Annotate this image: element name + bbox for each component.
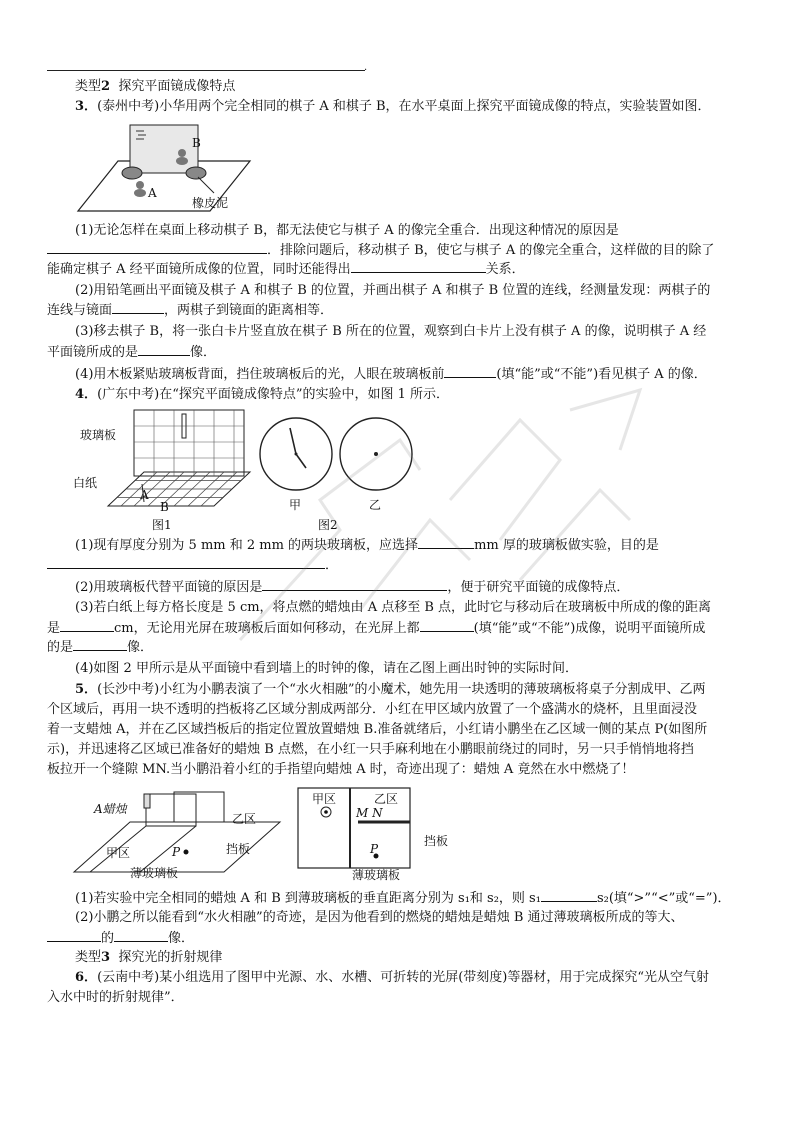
q3-stem: 3．(泰州中考)小华用两个完全相同的棋子 A 和棋子 B，在水平桌面上探究平面镜成像的特点，实验装置如图． bbox=[75, 99, 711, 114]
q5-fig-label-candle: A蜡烛 bbox=[94, 802, 127, 816]
text: mm 厚的玻璃板做实验，目的是 bbox=[474, 538, 659, 553]
section-2-heading bbox=[75, 78, 775, 96]
q3-fig-label-clay: 橡皮泥 bbox=[192, 196, 229, 210]
q3-part3-line1 bbox=[75, 323, 775, 341]
q3-part1-line3 bbox=[47, 260, 747, 279]
text: (4)如图 2 甲所示是从平面镜中看到墙上的时钟的像，请在乙图上画出时钟的实际时间． bbox=[75, 661, 578, 676]
text: 是 bbox=[47, 621, 61, 636]
q4-part3-line3 bbox=[47, 638, 747, 657]
q3-part2-line2 bbox=[47, 301, 747, 320]
answer-blank[interactable] bbox=[420, 619, 474, 632]
q3-part4 bbox=[75, 365, 775, 384]
q5-part2-line2 bbox=[47, 929, 747, 948]
top-rule bbox=[47, 70, 365, 71]
text: cm，无论用光屏在玻璃板后面如何移动，在光屏上都 bbox=[114, 621, 420, 636]
text: s₂(填“>”“<”或“=”)． bbox=[596, 891, 731, 906]
text: ． bbox=[325, 558, 339, 573]
q5-fig-label-jia: 甲区 bbox=[106, 846, 131, 860]
section-label: 类型 bbox=[75, 950, 102, 965]
text: (1)若实验中完全相同的蜡烛 A 和 B 到薄玻璃板的垂直距离分别为 s₁和 s₂，则 s₁ bbox=[75, 891, 541, 906]
q5-line3 bbox=[47, 721, 747, 739]
text: 的 bbox=[101, 931, 115, 946]
text: (填“能”或“不能”)成像，说明平面镜所成 bbox=[473, 621, 706, 636]
question-number: 6 bbox=[75, 970, 85, 985]
q5-line5 bbox=[47, 761, 747, 779]
text: 像． bbox=[168, 931, 195, 946]
q5-fig2-label-p: P bbox=[370, 842, 379, 856]
answer-blank[interactable] bbox=[114, 929, 168, 942]
answer-blank[interactable] bbox=[262, 578, 447, 591]
q3-part3-line2 bbox=[47, 343, 747, 362]
q4-part3-line2 bbox=[47, 619, 747, 638]
answer-blank[interactable] bbox=[73, 638, 127, 651]
text: (2)用玻璃板代替平面镜的原因是 bbox=[75, 580, 263, 595]
q5-part2-line1 bbox=[75, 909, 775, 927]
answer-blank[interactable] bbox=[138, 343, 190, 356]
answer-blank[interactable] bbox=[47, 929, 101, 942]
q5-fig2-label-yi: 乙区 bbox=[374, 792, 399, 806]
q4-figure-2-clocks bbox=[256, 414, 426, 494]
top-rule-dot: . bbox=[364, 62, 368, 73]
q5-fig2-label-board: 挡板 bbox=[424, 834, 449, 848]
q5-fig-label-glass: 薄玻璃板 bbox=[130, 866, 179, 880]
text: (2)小鹏之所以能看到“水火相融”的奇迹，是因为他看到的燃烧的蜡烛是蜡烛 B 通过薄玻璃板所成的等大、 bbox=[75, 910, 684, 925]
q4-figure-1-grid bbox=[104, 406, 254, 518]
question-text: (广东中考)在“探究平面镜成像特点”的实验中，如图 1 所示． bbox=[97, 387, 450, 402]
text: 示)，并迅速将乙区域已准备好的蜡烛 B 点燃，在小红一只手麻利地在小鹏眼前绕过的同时，另一只手悄悄地将挡 bbox=[47, 742, 694, 757]
q4-fig-label-paper: 白纸 bbox=[73, 476, 98, 490]
text: (云南中考)某小组选用了图甲中光源、水、水槽、可折转的光屏(带刻度)等器材，用于完成探究“光从空气射 bbox=[97, 970, 709, 985]
section-number: 2 bbox=[101, 79, 111, 94]
q4-part2 bbox=[75, 578, 775, 597]
q5-part1 bbox=[75, 889, 775, 908]
q4-fig2-caption: 图2 bbox=[318, 518, 338, 532]
q5-fig-label-board: 挡板 bbox=[226, 842, 251, 856]
q4-clock-jia: 甲 bbox=[289, 498, 302, 512]
q4-stem: 4．(广东中考)在“探究平面镜成像特点”的实验中，如图 1 所示． bbox=[75, 387, 450, 402]
text: ，两棋子到镜面的距离相等． bbox=[164, 303, 334, 318]
text: (1)现有厚度分别为 5 mm 和 2 mm 的两块玻璃板，应选择 bbox=[75, 538, 419, 553]
section-title: 探究光的折射规律 bbox=[118, 950, 223, 965]
question-number: 5 bbox=[75, 682, 85, 697]
answer-blank[interactable] bbox=[47, 556, 325, 569]
q5-line2 bbox=[47, 701, 747, 719]
text: 关系． bbox=[485, 262, 525, 277]
q3-part1-line1 bbox=[75, 222, 775, 240]
q4-part4 bbox=[75, 660, 775, 678]
q6-line1: 6．(云南中考)某小组选用了图甲中光源、水、水槽、可折转的光屏(带刻度)等器材，用于完成探究“光从空气射 bbox=[75, 970, 709, 985]
q3-fig-label-b: B bbox=[192, 136, 201, 150]
section-title: 探究平面镜成像特点 bbox=[118, 79, 236, 94]
answer-blank[interactable] bbox=[351, 260, 486, 273]
q4-clock-yi: 乙 bbox=[369, 498, 382, 512]
q5-fig2-label-mn: M N bbox=[356, 806, 383, 820]
text: 的是 bbox=[47, 640, 74, 655]
q5-line4 bbox=[47, 741, 747, 759]
answer-blank[interactable] bbox=[60, 619, 114, 632]
q4-part1-line2 bbox=[47, 556, 747, 575]
section-label: 类型 bbox=[75, 79, 102, 94]
text: 板拉开一个缝隙 MN.当小鹏沿着小红的手指望向蜡烛 A 时，奇迹出现了：蜡烛 A 竟然在水中燃烧了！ bbox=[47, 762, 635, 777]
text: 着一支蜡烛 A，并在乙区域挡板后的指定位置放置蜡烛 B.准备就绪后，小红请小鹏坐在乙区域一侧的某点 P(如图所 bbox=[47, 722, 708, 737]
answer-blank[interactable] bbox=[418, 536, 474, 549]
q6-line2 bbox=[47, 989, 747, 1007]
text: (长沙中考)小红为小鹏表演了一个“水火相融”的小魔术，她先用一块透明的薄玻璃板将桌子分割成甲、乙两 bbox=[97, 682, 706, 697]
question-number: 3 bbox=[75, 99, 85, 114]
text: 能确定棋子 A 经平面镜所成像的位置，同时还能得出 bbox=[47, 262, 351, 277]
q3-part2-line1 bbox=[75, 282, 775, 300]
text: 入水中时的折射规律”． bbox=[47, 990, 184, 1005]
text: 连线与镜面 bbox=[47, 303, 113, 318]
text: (2)用铅笔画出平面镜及棋子 A 和棋子 B 的位置，并画出棋子 A 和棋子 B 位置的连线，经测量发现：两棋子的 bbox=[75, 283, 711, 298]
q3-fig-label-a: A bbox=[148, 186, 157, 200]
q3-part1-line2 bbox=[47, 241, 747, 260]
section-number: 3 bbox=[101, 950, 111, 965]
text: 像． bbox=[190, 345, 217, 360]
text: 个区域后，再用一块不透明的挡板将乙区域分割成两部分．小红在甲区域内放置了一个盛满水的烧杯，且里面浸没 bbox=[47, 702, 698, 717]
text: (填“能”或“不能”)看见棋子 A 的像． bbox=[496, 367, 707, 382]
question-number: 4 bbox=[75, 387, 85, 402]
text: (3)移去棋子 B，将一张白卡片竖直放在棋子 B 所在的位置，观察到白卡片上没有棋子 A 的像，说明棋子 A 经 bbox=[75, 324, 707, 339]
q5-line1: 5．(长沙中考)小红为小鹏表演了一个“水火相融”的小魔术，她先用一块透明的薄玻璃板将桌子分割成甲、乙两 bbox=[75, 682, 706, 697]
answer-blank[interactable] bbox=[444, 365, 496, 378]
text: 平面镜所成的是 bbox=[47, 345, 139, 360]
text: ．排除问题后，移动棋子 B，使它与棋子 A 的像完全重合，这样做的目的除了 bbox=[267, 243, 715, 258]
q4-fig-label-b: B bbox=[160, 500, 169, 514]
question-text: (泰州中考)小华用两个完全相同的棋子 A 和棋子 B，在水平桌面上探究平面镜成像的特点，实验装置如图． bbox=[97, 99, 711, 114]
q4-fig1-caption: 图1 bbox=[152, 518, 172, 532]
q5-fig2-label-glass: 薄玻璃板 bbox=[352, 868, 401, 882]
section-3-heading bbox=[75, 949, 775, 967]
q4-fig-label-glass: 玻璃板 bbox=[80, 428, 117, 442]
q5-fig2-label-jia: 甲区 bbox=[312, 792, 337, 806]
text: (3)若白纸上每方格长度是 5 cm，将点燃的蜡烛由 A 点移至 B 点，此时它与移动后在玻璃板中所成的像的距离 bbox=[75, 600, 712, 615]
q4-fig-label-a: A bbox=[140, 488, 149, 502]
answer-blank[interactable] bbox=[112, 301, 164, 314]
text: (1)无论怎样在桌面上移动棋子 B，都无法使它与棋子 A 的像完全重合．出现这种情况的原因是 bbox=[75, 223, 619, 238]
answer-blank[interactable] bbox=[47, 241, 267, 254]
answer-blank[interactable] bbox=[541, 889, 597, 902]
q4-part3-line1 bbox=[75, 599, 775, 617]
q5-fig-label-yi: 乙区 bbox=[232, 812, 257, 826]
text: ，便于研究平面镜的成像特点． bbox=[447, 580, 630, 595]
q5-fig-label-p: P bbox=[172, 845, 181, 859]
text: (4)用木板紧贴玻璃板背面，挡住玻璃板后的光，人眼在玻璃板前 bbox=[75, 367, 445, 382]
q4-part1-line1 bbox=[75, 536, 775, 555]
text: 像． bbox=[127, 640, 154, 655]
